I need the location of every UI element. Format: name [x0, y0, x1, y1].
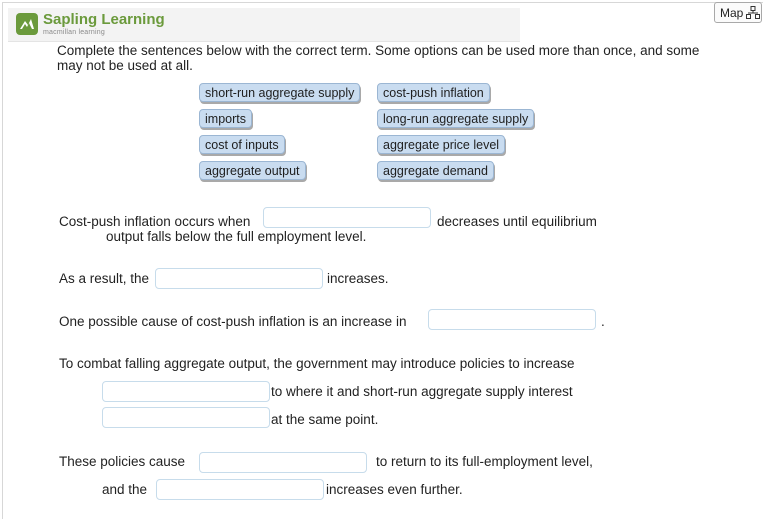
instructions-text: Complete the sentences below with the correct term. Some options can be used more than once, and some may not be used at all.: [57, 43, 700, 73]
brand-header: [8, 8, 520, 42]
map-button-label: Map: [720, 6, 744, 20]
sapling-logo-icon: [16, 13, 38, 35]
option-chip[interactable]: aggregate output: [199, 161, 306, 180]
sentence-3-after: .: [601, 314, 605, 329]
sentence-5-before: These policies cause: [59, 454, 186, 469]
drop-blank-3[interactable]: [428, 309, 596, 330]
sentence-2-before: As a result, the: [59, 271, 150, 286]
drop-blank-2[interactable]: [155, 268, 323, 289]
drop-blank-7[interactable]: [156, 479, 324, 500]
drop-blank-4[interactable]: [102, 381, 270, 402]
brand-name: Sapling Learning: [43, 11, 165, 28]
option-chip[interactable]: cost of inputs: [199, 135, 285, 154]
drop-blank-5[interactable]: [102, 407, 270, 428]
sentence-4-line: To combat falling aggregate output, the government may introduce policies to increase: [59, 356, 575, 371]
map-button[interactable]: [714, 2, 762, 23]
brand-subtitle: macmillan learning: [43, 29, 105, 36]
sentence-6-before: and the: [102, 482, 148, 497]
option-chip[interactable]: long-run aggregate supply: [377, 109, 534, 128]
option-chip[interactable]: short-run aggregate supply: [199, 83, 360, 102]
sentence-4-after-2: at the same point.: [271, 412, 379, 427]
sentence-1-continued: output falls below the full employment level.: [106, 229, 367, 244]
map-icon: [746, 6, 760, 20]
sentence-5-after: to return to its full-employment level,: [376, 454, 593, 469]
sentence-2-after: increases.: [327, 271, 389, 286]
drop-blank-6[interactable]: [199, 452, 367, 473]
option-chip[interactable]: aggregate demand: [377, 161, 494, 180]
option-chip[interactable]: aggregate price level: [377, 135, 505, 154]
option-chip[interactable]: cost-push inflation: [377, 83, 490, 102]
sentence-4-after-1: to where it and short-run aggregate supply interest: [271, 384, 573, 399]
drop-blank-1[interactable]: [263, 207, 431, 228]
sentence-1-after: decreases until equilibrium: [437, 214, 597, 229]
sentence-6-after: increases even further.: [326, 482, 463, 497]
content-frame: [2, 2, 763, 519]
sentence-1-before: Cost-push inflation occurs when: [59, 214, 251, 229]
sentence-3-before: One possible cause of cost-push inflation is an increase in: [59, 314, 407, 329]
option-chip[interactable]: imports: [199, 109, 252, 128]
